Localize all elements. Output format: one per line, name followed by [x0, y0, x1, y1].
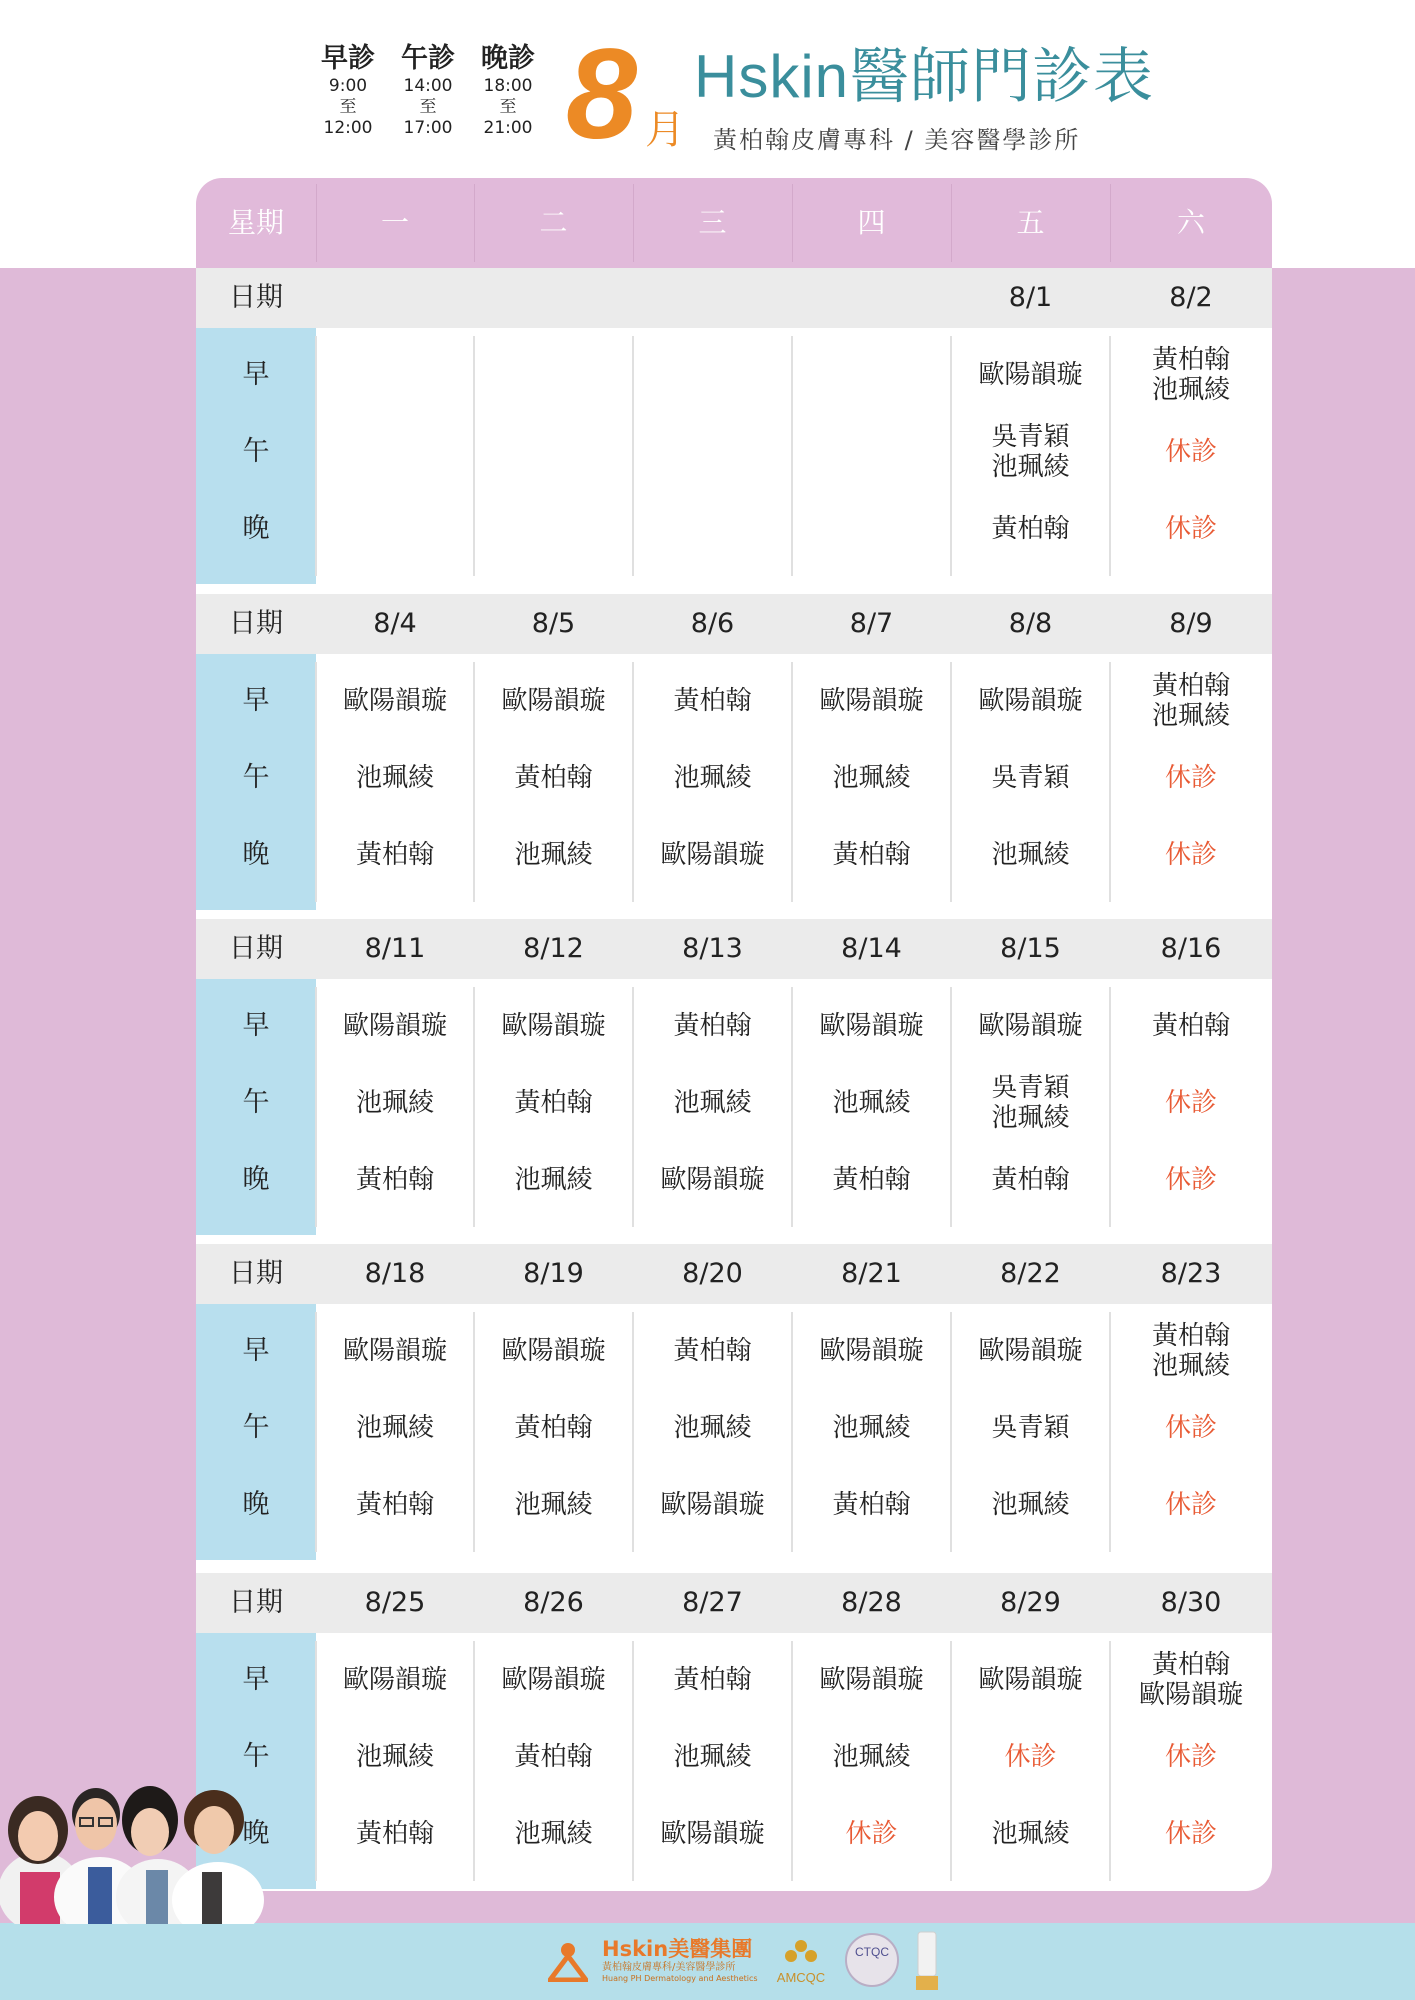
doctor-cell: 黃柏翰 — [673, 686, 752, 716]
hours-start: 14:00 — [403, 76, 453, 96]
doctor-cell — [792, 413, 951, 491]
doctor-cell: 池珮綾 — [673, 763, 752, 793]
time-slot-label: 早 — [242, 359, 270, 390]
date-cell — [633, 268, 792, 328]
doctor-cell: 池珮綾 — [514, 1819, 593, 1849]
doctor-cell: 黃柏翰 — [832, 1490, 911, 1520]
doctor-cell — [633, 490, 792, 568]
doctor-cell: 池珮綾 — [832, 1742, 911, 1772]
doctor-cell: 池珮綾 — [991, 1819, 1070, 1849]
time-slot-label: 早 — [242, 685, 270, 716]
date-row-label: 日期 — [229, 1587, 283, 1618]
hours-morning — [310, 42, 386, 139]
doctor-cell: 池珮綾 — [832, 1413, 911, 1443]
date-row-label: 日期 — [229, 282, 283, 313]
weekday-header-day: 二 — [539, 206, 568, 239]
date-cell: 8/4 — [373, 608, 417, 639]
time-slot-label: 早 — [242, 1010, 270, 1041]
hours-end: 17:00 — [403, 118, 453, 138]
doctor-cell: 黃柏翰 — [991, 514, 1070, 544]
doctor-cell — [792, 336, 951, 414]
doctor-cell — [316, 490, 474, 568]
amcqc-badge-icon — [772, 1930, 830, 1990]
hours-name: 午診 — [401, 43, 455, 74]
closed-cell: 休診 — [1164, 437, 1217, 467]
date-cell: 8/5 — [531, 608, 576, 639]
date-cell: 8/22 — [1000, 1258, 1061, 1289]
closed-cell: 休診 — [1004, 1742, 1057, 1772]
doctors-photo — [0, 1772, 270, 1924]
month-number: 8 — [566, 23, 638, 166]
doctor-cell — [316, 336, 474, 414]
doctor-cell: 黃柏翰 — [832, 1165, 911, 1195]
closed-cell: 休診 — [845, 1819, 898, 1849]
date-cell: 8/26 — [523, 1587, 584, 1618]
header-divider — [316, 184, 317, 262]
doctor-cell: 吳青穎 — [991, 1413, 1070, 1443]
date-cell: 8/19 — [523, 1258, 584, 1289]
date-cell: 8/30 — [1160, 1587, 1222, 1618]
doctor-cell: 吳青穎 — [991, 763, 1070, 793]
hours-end: 21:00 — [483, 118, 533, 138]
time-slot-label: 晚 — [242, 1164, 270, 1195]
doctor-cell: 黃柏翰 — [355, 840, 434, 870]
doctor-cell: 池珮綾 — [991, 840, 1070, 870]
doctor-cell: 黃柏翰 — [355, 1819, 434, 1849]
date-cell — [474, 268, 633, 328]
month-suffix: 月 — [645, 107, 685, 153]
doctor-cell — [316, 413, 474, 491]
doctor-cell — [474, 336, 633, 414]
doctor-cell: 吳青穎 池珮綾 — [991, 1073, 1070, 1133]
doctor-cell: 歐陽韻璇 — [501, 1011, 606, 1041]
weekday-header-day: 五 — [1016, 206, 1045, 239]
header-divider — [951, 184, 952, 262]
doctor-cell: 黃柏翰 — [673, 1011, 752, 1041]
date-cell: 8/7 — [849, 608, 894, 639]
date-row-label: 日期 — [229, 608, 283, 639]
brand-name: Hskin美醫集團 — [602, 1936, 753, 1961]
date-cell: 8/8 — [1008, 608, 1053, 639]
doctor-cell: 黃柏翰 池珮綾 — [1151, 671, 1230, 731]
doctor-cell: 黃柏翰 — [514, 763, 593, 793]
ctqc-badge-icon — [844, 1932, 900, 1988]
hours-name: 早診 — [321, 43, 375, 74]
hours-end: 12:00 — [323, 118, 373, 138]
doctor-cell: 黃柏翰 — [514, 1413, 593, 1443]
doctor-cell: 吳青穎 池珮綾 — [991, 422, 1070, 482]
weekday-header-day: 一 — [380, 206, 409, 239]
date-cell — [316, 268, 474, 328]
header-divider — [633, 184, 634, 262]
doctor-cell: 池珮綾 — [355, 1742, 434, 1772]
clinic-hours — [310, 42, 546, 139]
brand-subtitle: 黃柏翰皮膚專科/美容醫學診所 — [602, 1961, 736, 1973]
closed-cell: 休診 — [1164, 1490, 1217, 1520]
doctor-cell: 歐陽韻璇 — [978, 1011, 1083, 1041]
doctor-cell: 歐陽韻璇 — [660, 1490, 765, 1520]
weekday-header-day: 三 — [698, 206, 727, 239]
doctor-cell: 池珮綾 — [514, 840, 593, 870]
closed-cell: 休診 — [1164, 1088, 1217, 1118]
doctor-cell: 黃柏翰 — [355, 1490, 434, 1520]
doctor-cell: 歐陽韻璇 — [978, 1336, 1083, 1366]
doctor-cell: 歐陽韻璇 — [660, 1819, 765, 1849]
brand-text — [602, 1937, 758, 1984]
hours-start: 18:00 — [483, 76, 533, 96]
doctor-cell: 池珮綾 — [832, 1088, 911, 1118]
doctor-cell: 歐陽韻璇 — [660, 840, 765, 870]
doctor-cell: 池珮綾 — [673, 1088, 752, 1118]
doctor-cell: 黃柏翰 — [514, 1742, 593, 1772]
date-cell: 8/27 — [682, 1587, 743, 1618]
doctor-cell — [474, 490, 633, 568]
doctor-cell: 黃柏翰 — [832, 840, 911, 870]
weekday-header-day: 四 — [857, 206, 886, 239]
hours-sep: 至 — [499, 97, 517, 117]
hskin-logo-icon — [548, 1938, 588, 1982]
doctor-cell: 歐陽韻璇 — [978, 686, 1083, 716]
doctor-cell: 歐陽韻璇 — [819, 1336, 924, 1366]
time-slot-label: 午 — [242, 1741, 270, 1772]
date-cell: 8/25 — [364, 1587, 426, 1618]
date-cell: 8/21 — [841, 1258, 902, 1289]
doctor-cell: 黃柏翰 池珮綾 — [1151, 345, 1230, 405]
closed-cell: 休診 — [1164, 763, 1217, 793]
weekday-header-row — [196, 178, 1272, 268]
doctor-cell: 池珮綾 — [514, 1490, 593, 1520]
doctor-cell: 池珮綾 — [355, 763, 434, 793]
doctor-cell: 歐陽韻璇 — [342, 1336, 447, 1366]
time-slot-label: 午 — [242, 1412, 270, 1443]
date-cell: 8/23 — [1160, 1258, 1222, 1289]
header-divider — [474, 184, 475, 262]
time-slot-label: 午 — [242, 436, 270, 467]
closed-cell: 休診 — [1164, 514, 1217, 544]
time-slot-label: 晚 — [242, 1489, 270, 1520]
doctor-cell — [633, 336, 792, 414]
doctor-cell: 黃柏翰 — [514, 1088, 593, 1118]
closed-cell: 休診 — [1164, 1742, 1217, 1772]
doctor-cell: 歐陽韻璇 — [978, 1665, 1083, 1695]
doctor-cell: 歐陽韻璇 — [342, 686, 447, 716]
schedule-table — [196, 178, 1272, 1891]
doctor-cell: 歐陽韻璇 — [660, 1165, 765, 1195]
date-cell: 8/18 — [364, 1258, 426, 1289]
hours-evening — [470, 42, 546, 139]
closed-cell: 休診 — [1164, 1413, 1217, 1443]
time-slot-label: 早 — [242, 1335, 270, 1366]
doctor-cell: 歐陽韻璇 — [819, 686, 924, 716]
doctor-cell: 黃柏翰 — [1151, 1011, 1230, 1041]
closed-cell: 休診 — [1164, 1165, 1217, 1195]
doctor-cell: 池珮綾 — [514, 1165, 593, 1195]
closed-cell: 休診 — [1164, 840, 1217, 870]
doctor-cell: 黃柏翰 歐陽韻璇 — [1138, 1650, 1243, 1710]
doctor-cell: 池珮綾 — [355, 1088, 434, 1118]
page-subtitle: 黃柏翰皮膚專科 / 美容醫學診所 — [713, 126, 1081, 154]
doctor-cell: 池珮綾 — [673, 1413, 752, 1443]
doctor-cell: 池珮綾 — [832, 763, 911, 793]
ctqc-label: CTQC — [854, 1945, 889, 1959]
doctor-cell: 池珮綾 — [991, 1490, 1070, 1520]
hours-name: 晚診 — [481, 43, 535, 74]
hours-sep: 至 — [419, 97, 437, 117]
doctor-cell: 歐陽韻璇 — [342, 1665, 447, 1695]
time-slot-label: 晚 — [242, 513, 270, 544]
date-cell: 8/2 — [1169, 282, 1213, 313]
doctor-cell — [792, 490, 951, 568]
doctor-cell: 歐陽韻璇 — [819, 1011, 924, 1041]
date-cell: 8/6 — [690, 608, 735, 639]
doctor-cell: 歐陽韻璇 — [819, 1665, 924, 1695]
doctor-cell — [633, 413, 792, 491]
date-cell: 8/29 — [1000, 1587, 1061, 1618]
date-cell: 8/9 — [1169, 608, 1213, 639]
time-slot-label: 早 — [242, 1664, 270, 1695]
date-cell: 8/20 — [682, 1258, 743, 1289]
time-slot-label: 晚 — [242, 839, 270, 870]
doctor-cell: 黃柏翰 — [673, 1336, 752, 1366]
doctor-cell: 池珮綾 — [355, 1413, 434, 1443]
doctor-cell — [474, 413, 633, 491]
date-row-label: 日期 — [229, 1258, 283, 1289]
doctor-cell: 歐陽韻璇 — [978, 360, 1083, 390]
header-divider — [792, 184, 793, 262]
doctor-cell: 黃柏翰 — [673, 1665, 752, 1695]
date-cell: 8/1 — [1008, 282, 1053, 313]
date-cell: 8/14 — [841, 933, 902, 964]
footer-logo — [548, 1928, 940, 1992]
date-cell: 8/16 — [1160, 933, 1222, 964]
closed-cell: 休診 — [1164, 1819, 1217, 1849]
header-divider — [1110, 184, 1111, 262]
time-slot-label: 晚 — [242, 1818, 270, 1849]
doctor-cell: 黃柏翰 池珮綾 — [1151, 1321, 1230, 1381]
date-cell: 8/13 — [682, 933, 743, 964]
award-trophy-icon — [914, 1928, 940, 1992]
date-cell: 8/12 — [523, 933, 584, 964]
doctor-cell: 黃柏翰 — [991, 1165, 1070, 1195]
date-cell: 8/11 — [364, 933, 426, 964]
date-cell: 8/15 — [1000, 933, 1061, 964]
doctor-cell: 黃柏翰 — [355, 1165, 434, 1195]
time-slot-label: 午 — [242, 1087, 270, 1118]
doctor-cell: 歐陽韻璇 — [501, 686, 606, 716]
time-slot-label: 午 — [242, 762, 270, 793]
page-title: Hskin醫師門診表 — [694, 43, 1155, 110]
weekday-header-label: 星期 — [227, 206, 284, 239]
date-cell — [792, 268, 951, 328]
date-cell: 8/28 — [841, 1587, 902, 1618]
doctor-cell: 池珮綾 — [673, 1742, 752, 1772]
weekday-header-day: 六 — [1176, 206, 1205, 239]
hours-afternoon — [390, 42, 466, 139]
doctor-cell: 歐陽韻璇 — [342, 1011, 447, 1041]
brand-english: Huang PH Dermatology and Aesthetics — [602, 1973, 758, 1983]
date-row-label: 日期 — [229, 933, 283, 964]
amcqc-label: AMCQC — [776, 1970, 825, 1985]
hours-sep: 至 — [339, 97, 357, 117]
doctor-cell: 歐陽韻璇 — [501, 1336, 606, 1366]
hours-start: 9:00 — [328, 76, 368, 96]
doctor-cell: 歐陽韻璇 — [501, 1665, 606, 1695]
